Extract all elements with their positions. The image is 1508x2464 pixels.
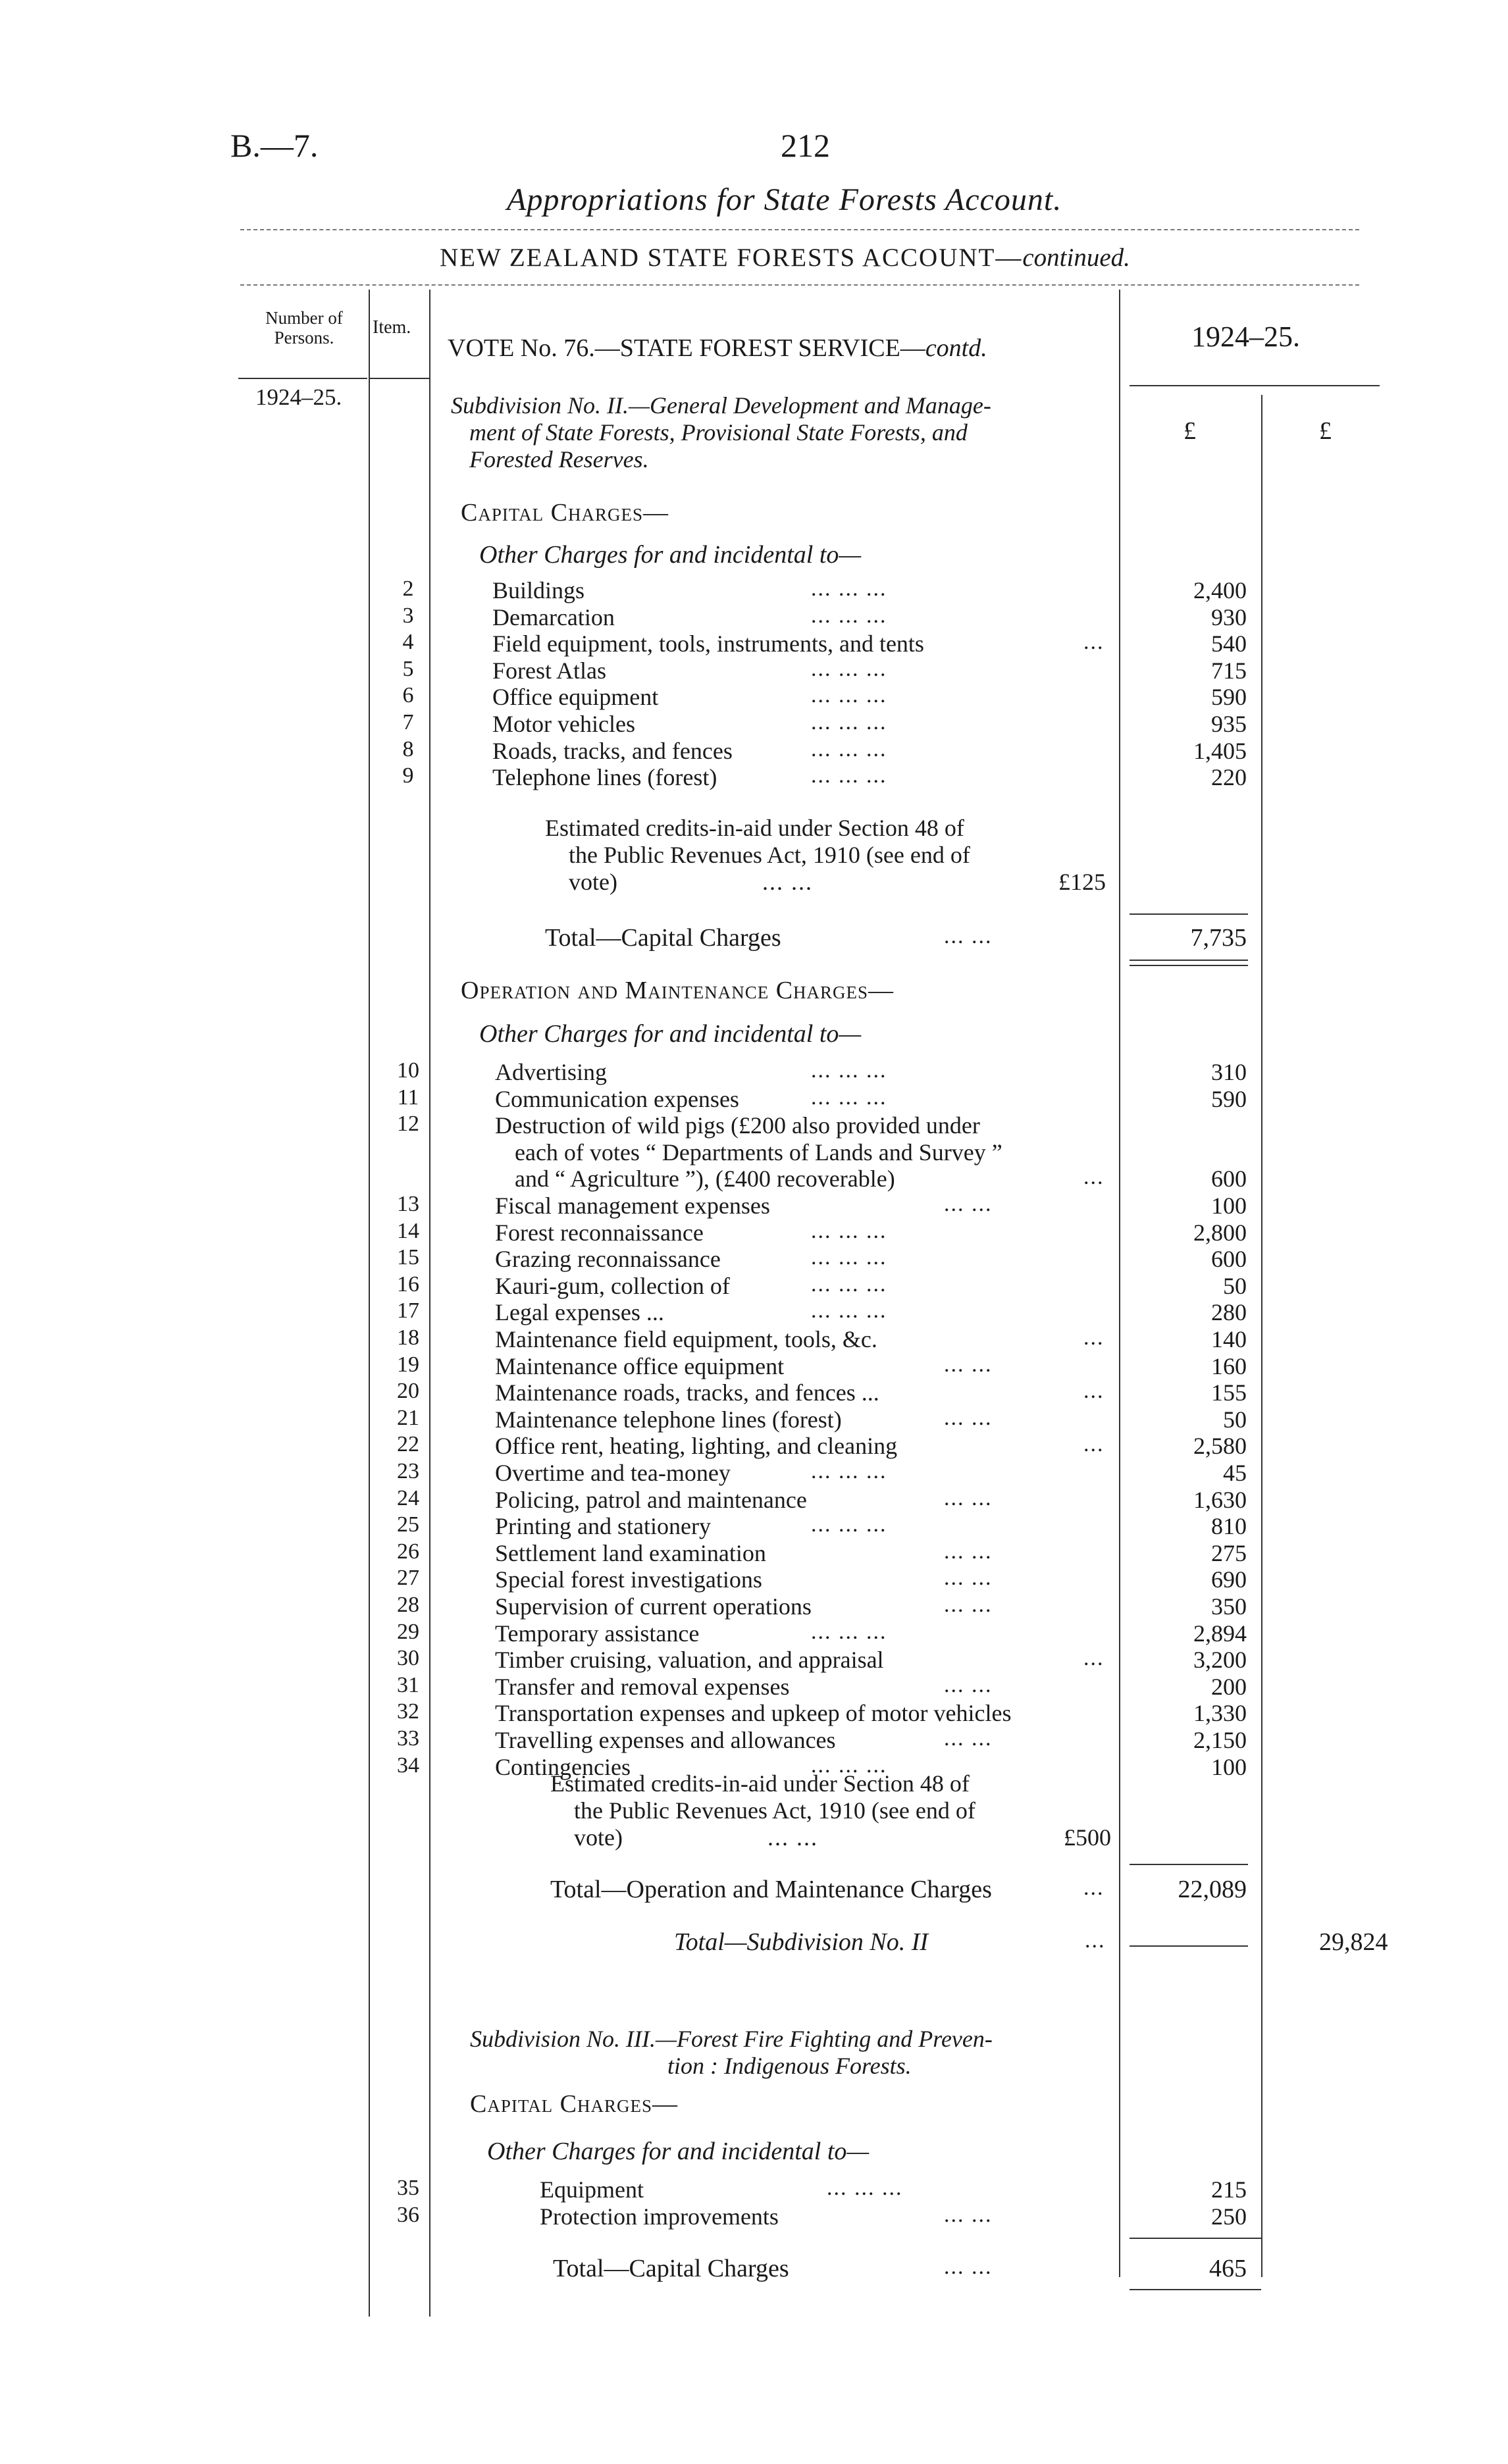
subdivision-2-heading-line: Subdivision No. II.—General Development and Manage-: [451, 392, 991, 419]
table-row: [0, 1486, 1508, 1512]
item-description: Temporary assistance: [495, 1620, 700, 1647]
table-row: [0, 1512, 1508, 1539]
table-row: [0, 1620, 1508, 1646]
item-number: 6: [402, 683, 414, 708]
item-amount: 220: [1211, 764, 1247, 791]
table-row: [0, 737, 1508, 763]
item-number: 9: [402, 763, 414, 788]
item-number: 15: [397, 1245, 419, 1270]
item-number: 31: [397, 1672, 419, 1697]
operation-charges-subheading: Other Charges for and incidental to—: [479, 1020, 862, 1048]
item-description: Maintenance roads, tracks, and fences ...: [495, 1379, 879, 1406]
account-heading-suffix: continued.: [1022, 244, 1130, 272]
leader-dots: ... ...: [944, 1352, 993, 1377]
credits-note-line: the Public Revenues Act, 1910 (see end of: [569, 842, 970, 868]
capital-total-label: Total—Capital Charges: [545, 924, 781, 952]
subdivision-2-heading: [451, 392, 991, 473]
operation-total-amount: 22,089: [1178, 1876, 1247, 1903]
item-description: Roads, tracks, and fences: [492, 737, 733, 764]
account-heading-main: NEW ZEALAND STATE FORESTS ACCOUNT—: [440, 244, 1023, 272]
item-number: 21: [397, 1405, 419, 1430]
table-row: [0, 1112, 1508, 1138]
table-row: [0, 1325, 1508, 1352]
leader-dots: ... ... ...: [811, 1218, 887, 1243]
table-row: [0, 1272, 1508, 1298]
item-amount: 600: [1211, 1166, 1247, 1193]
item-description: Buildings: [492, 577, 585, 603]
account-rule: [240, 284, 1359, 286]
item-amount: 155: [1211, 1379, 1247, 1406]
item-amount: 2,400: [1193, 577, 1247, 603]
year-heading: 1924–25.: [1191, 321, 1300, 353]
leader-dots: ... ... ...: [811, 656, 887, 681]
capital-charges-subheading: Other Charges for and incidental to—: [479, 541, 862, 569]
subdivision-3-capital-subheading: Other Charges for and incidental to—: [487, 2138, 870, 2165]
item-amount: 1,405: [1193, 737, 1247, 764]
leader-dots: ... ... ...: [811, 736, 887, 761]
item-description: Office equipment: [492, 684, 659, 711]
leader-dots: ... ... ...: [811, 1459, 887, 1483]
leader-dots: ... ...: [944, 1672, 993, 1697]
table-row: [0, 1673, 1508, 1699]
leader-dots: ... ...: [944, 1485, 993, 1510]
capital-total-double-rule: [1130, 965, 1248, 966]
subdivision-3-heading-line: Subdivision No. III.—Forest Fire Fighting and Preven-: [470, 2026, 993, 2052]
leader-dots: ... ... ...: [811, 603, 887, 628]
item-amount: 715: [1211, 657, 1247, 684]
table-row: [0, 1406, 1508, 1432]
capital-total-dots: ... ...: [944, 924, 993, 948]
subdivision-2-total-amount: 29,824: [1319, 1928, 1388, 1956]
item-amount: 140: [1211, 1326, 1247, 1352]
item-amount: 540: [1211, 630, 1247, 657]
item-number: 25: [397, 1512, 419, 1537]
credits-note-line: Estimated credits-in-aid under Section 48 of: [545, 815, 964, 841]
item-description: Advertising: [495, 1059, 607, 1085]
item-description: Transportation expenses and upkeep of motor vehicles: [495, 1700, 1012, 1727]
table-row: [0, 1646, 1508, 1672]
operation-total-label: Total—Operation and Maintenance Charges: [550, 1876, 992, 1903]
item-number: 4: [402, 630, 414, 655]
operation-total-dots: ...: [1083, 1876, 1105, 1900]
currency-symbol-totals: £: [1319, 417, 1332, 445]
item-number: 33: [397, 1726, 419, 1751]
item-description: Transfer and removal expenses: [495, 1673, 790, 1700]
item-amount: 930: [1211, 603, 1247, 630]
leader-dots: ... ...: [944, 1726, 993, 1751]
capital-total-amount: 7,735: [1190, 924, 1247, 952]
leader-dots: ...: [1083, 1379, 1105, 1404]
item-amount: 45: [1223, 1460, 1247, 1486]
persons-header-rule: [238, 378, 367, 379]
table-row: [0, 1085, 1508, 1112]
item-number: 28: [397, 1593, 419, 1617]
item-amount: 2,894: [1193, 1620, 1247, 1647]
leader-dots: ... ...: [944, 1539, 993, 1564]
subdivision-3-total-label: Total—Capital Charges: [553, 2255, 789, 2282]
credits-note-text: vote): [569, 869, 617, 895]
capital-total-rule: [1130, 960, 1248, 961]
item-number: 23: [397, 1459, 419, 1483]
subdivision-3-total-amount: 465: [1209, 2255, 1247, 2282]
capital-charges-heading: Capital Charges—: [461, 499, 669, 526]
item-description: Overtime and tea-money: [495, 1460, 731, 1486]
column-header-persons: Number of Persons.: [265, 308, 343, 347]
item-number: 27: [397, 1566, 419, 1591]
leader-dots: ... ... ...: [811, 1619, 887, 1644]
item-amount: 590: [1211, 684, 1247, 711]
table-row: [0, 2176, 1508, 2202]
item-number: 32: [397, 1699, 419, 1724]
item-header-rule: [370, 378, 429, 379]
leader-dots: ...: [1083, 1432, 1105, 1457]
table-row: [0, 1379, 1508, 1405]
item-description: and “ Agriculture ”), (£400 recoverable): [515, 1166, 895, 1193]
item-number: 7: [402, 710, 414, 734]
item-description: Fiscal management expenses: [495, 1193, 770, 1219]
vote-heading-main: VOTE No. 76.—STATE FOREST SERVICE—: [448, 334, 925, 362]
credits-note-amount: £125: [1058, 869, 1106, 895]
page-number: 212: [781, 127, 830, 164]
subdivision-3-capital-heading: Capital Charges—: [470, 2090, 679, 2118]
item-description: Settlement land examination: [495, 1539, 766, 1566]
operation-credits-note: [550, 1770, 1111, 1851]
subdivision-2-total-dots: ...: [1085, 1928, 1106, 1953]
item-number: 34: [397, 1753, 419, 1778]
item-description: Policing, patrol and maintenance: [495, 1486, 807, 1513]
item-number: 29: [397, 1619, 419, 1644]
item-number: 22: [397, 1432, 419, 1457]
table-row: [0, 1432, 1508, 1458]
leader-dots: ... ...: [944, 2203, 993, 2227]
table-row: [0, 1566, 1508, 1592]
item-description: Communication expenses: [495, 1085, 739, 1112]
item-number: 11: [397, 1085, 419, 1110]
title-rule: [240, 229, 1359, 230]
account-heading: [440, 245, 1130, 270]
item-description: Equipment: [540, 2176, 644, 2203]
leader-dots: ... ...: [944, 1566, 993, 1591]
credits-note-text: vote): [574, 1824, 623, 1851]
item-description: Special forest investigations: [495, 1566, 762, 1593]
item-amount: 350: [1211, 1593, 1247, 1620]
item-number: 13: [397, 1192, 419, 1216]
document-reference: B.—7.: [230, 127, 319, 164]
subdivision-3-total-rule: [1130, 2289, 1261, 2290]
item-amount: 250: [1211, 2203, 1247, 2230]
item-number: 30: [397, 1646, 419, 1671]
table-row: [0, 1219, 1508, 1245]
item-description: Grazing reconnaissance: [495, 1246, 721, 1273]
item-amount: 590: [1211, 1085, 1247, 1112]
item-amount: 2,800: [1193, 1219, 1247, 1246]
leader-dots: ...: [1083, 630, 1105, 655]
leader-dots: ... ... ...: [811, 1753, 887, 1778]
item-amount: 200: [1211, 1673, 1247, 1700]
item-number: 8: [402, 736, 414, 761]
credits-note-line: [545, 869, 1106, 896]
subdivision-2-total-rule: [1130, 1945, 1248, 1947]
item-amount: 310: [1211, 1059, 1247, 1085]
item-description: Telephone lines (forest): [492, 764, 717, 791]
credits-note-dots: ... ...: [767, 1824, 818, 1851]
leader-dots: ...: [1083, 1165, 1105, 1190]
leader-dots: ... ... ...: [811, 1245, 887, 1270]
persons-year: 1924–25.: [255, 384, 342, 410]
item-description: Destruction of wild pigs (£200 also provided under: [495, 1112, 980, 1139]
leader-dots: ... ... ...: [811, 683, 887, 708]
table-row: [0, 1058, 1508, 1085]
table-row: [0, 2203, 1508, 2229]
subdivision-3-subtotal-rule: [1130, 2238, 1261, 2239]
leader-dots: ... ...: [944, 1593, 993, 1617]
item-amount: 1,330: [1193, 1700, 1247, 1727]
item-number: 35: [397, 2176, 419, 2200]
item-number: 19: [397, 1352, 419, 1377]
table-row: [0, 1165, 1508, 1191]
subdivision-3-heading: [470, 2026, 993, 2080]
subdivision-2-heading-line: Forested Reserves.: [469, 446, 649, 473]
item-description: Motor vehicles: [492, 711, 635, 737]
credits-note-line: Estimated credits-in-aid under Section 48 of: [550, 1770, 970, 1797]
table-row: [0, 1192, 1508, 1218]
item-number: 24: [397, 1485, 419, 1510]
subdivision-3-heading-line: tion : Indigenous Forests.: [667, 2053, 912, 2079]
item-amount: 280: [1211, 1299, 1247, 1326]
leader-dots: ... ...: [944, 1405, 993, 1430]
item-number: 2: [402, 577, 414, 601]
item-number: 17: [397, 1298, 419, 1323]
credits-note-dots: ... ...: [762, 869, 813, 895]
item-amount: 215: [1211, 2176, 1247, 2203]
item-number: 12: [397, 1112, 419, 1137]
table-row: [0, 710, 1508, 736]
leader-dots: ... ... ...: [811, 1058, 887, 1083]
column-header-item: Item.: [373, 317, 411, 338]
credits-note-amount: £500: [1064, 1824, 1111, 1851]
amount-header-rule: [1130, 385, 1380, 386]
item-amount: 2,580: [1193, 1433, 1247, 1460]
leader-dots: ... ... ...: [811, 710, 887, 734]
table-row: [0, 577, 1508, 603]
item-description: Supervision of current operations: [495, 1593, 812, 1620]
credits-note-line: [550, 1824, 1111, 1851]
table-row: [0, 630, 1508, 656]
item-description: each of votes “ Departments of Lands and Survey ”: [515, 1139, 1002, 1166]
table-row: [0, 657, 1508, 683]
table-row: [0, 763, 1508, 790]
capital-credits-note: [545, 815, 1106, 896]
table-row: [0, 1593, 1508, 1619]
item-description: Demarcation: [492, 603, 615, 630]
table-row: [0, 683, 1508, 709]
leader-dots: ... ...: [944, 1192, 993, 1216]
operation-subtotal-rule: [1130, 1864, 1248, 1865]
table-row: [0, 1352, 1508, 1379]
leader-dots: ...: [1083, 1646, 1105, 1671]
leader-dots: ... ... ...: [827, 2176, 903, 2200]
item-amount: 100: [1211, 1753, 1247, 1780]
table-row: [0, 1298, 1508, 1325]
item-description: Contingencies: [495, 1753, 631, 1780]
leader-dots: ...: [1083, 1325, 1105, 1350]
table-row: [0, 603, 1508, 630]
subdivision-3-total-dots: ... ...: [944, 2255, 993, 2279]
item-amount: 160: [1211, 1352, 1247, 1379]
currency-symbol-items: £: [1183, 417, 1196, 445]
item-description: Forest Atlas: [492, 657, 607, 684]
item-description: Travelling expenses and allowances: [495, 1727, 836, 1753]
vote-heading-suffix: contd.: [925, 334, 987, 362]
operation-charges-heading: Operation and Maintenance Charges—: [461, 977, 895, 1004]
item-description: Legal expenses ...: [495, 1299, 664, 1326]
item-amount: 3,200: [1193, 1647, 1247, 1674]
item-number: 26: [397, 1539, 419, 1564]
credits-note-line: the Public Revenues Act, 1910 (see end of: [574, 1797, 975, 1824]
item-amount: 935: [1211, 711, 1247, 737]
table-row: [0, 1245, 1508, 1271]
leader-dots: ... ... ...: [811, 1085, 887, 1110]
table-row: [0, 1139, 1508, 1165]
item-number: 20: [397, 1379, 419, 1404]
table-row: [0, 1726, 1508, 1753]
item-number: 3: [402, 603, 414, 628]
item-description: Timber cruising, valuation, and appraisal: [495, 1647, 884, 1674]
vote-heading: [448, 336, 987, 361]
item-number: 18: [397, 1325, 419, 1350]
item-description: Forest reconnaissance: [495, 1219, 704, 1246]
item-amount: 600: [1211, 1246, 1247, 1273]
item-amount: 275: [1211, 1539, 1247, 1566]
item-number: 16: [397, 1271, 419, 1296]
item-amount: 1,630: [1193, 1486, 1247, 1513]
leader-dots: ... ... ...: [811, 577, 887, 601]
item-description: Maintenance telephone lines (forest): [495, 1406, 842, 1433]
item-description: Protection improvements: [540, 2203, 779, 2230]
item-number: 14: [397, 1218, 419, 1243]
item-amount: 2,150: [1193, 1727, 1247, 1753]
item-description: Field equipment, tools, instruments, and tents: [492, 630, 924, 657]
item-description: Office rent, heating, lighting, and cleaning: [495, 1433, 898, 1460]
table-row: [0, 1699, 1508, 1726]
item-number: 36: [397, 2203, 419, 2227]
capital-subtotal-rule: [1130, 913, 1248, 915]
item-description: Kauri-gum, collection of: [495, 1272, 730, 1299]
table-row: [0, 1459, 1508, 1485]
item-amount: 690: [1211, 1566, 1247, 1593]
item-amount: 100: [1211, 1193, 1247, 1219]
leader-dots: ... ... ...: [811, 1512, 887, 1537]
item-number: 5: [402, 656, 414, 681]
table-row: [0, 1539, 1508, 1566]
item-amount: 50: [1223, 1406, 1247, 1433]
item-description: Maintenance office equipment: [495, 1352, 785, 1379]
item-amount: 50: [1223, 1272, 1247, 1299]
item-amount: 810: [1211, 1513, 1247, 1540]
subdivision-2-heading-line: ment of State Forests, Provisional State Forests, and: [469, 419, 968, 446]
item-description: Maintenance field equipment, tools, &c.: [495, 1326, 877, 1352]
leader-dots: ... ... ...: [811, 1271, 887, 1296]
leader-dots: ... ... ...: [811, 1298, 887, 1323]
item-number: 10: [397, 1058, 419, 1083]
page-title: Appropriations for State Forests Account.: [507, 182, 1062, 217]
subdivision-2-total-label: Total—Subdivision No. II: [674, 1928, 929, 1956]
leader-dots: ... ... ...: [811, 763, 887, 788]
item-description: Printing and stationery: [495, 1513, 711, 1540]
